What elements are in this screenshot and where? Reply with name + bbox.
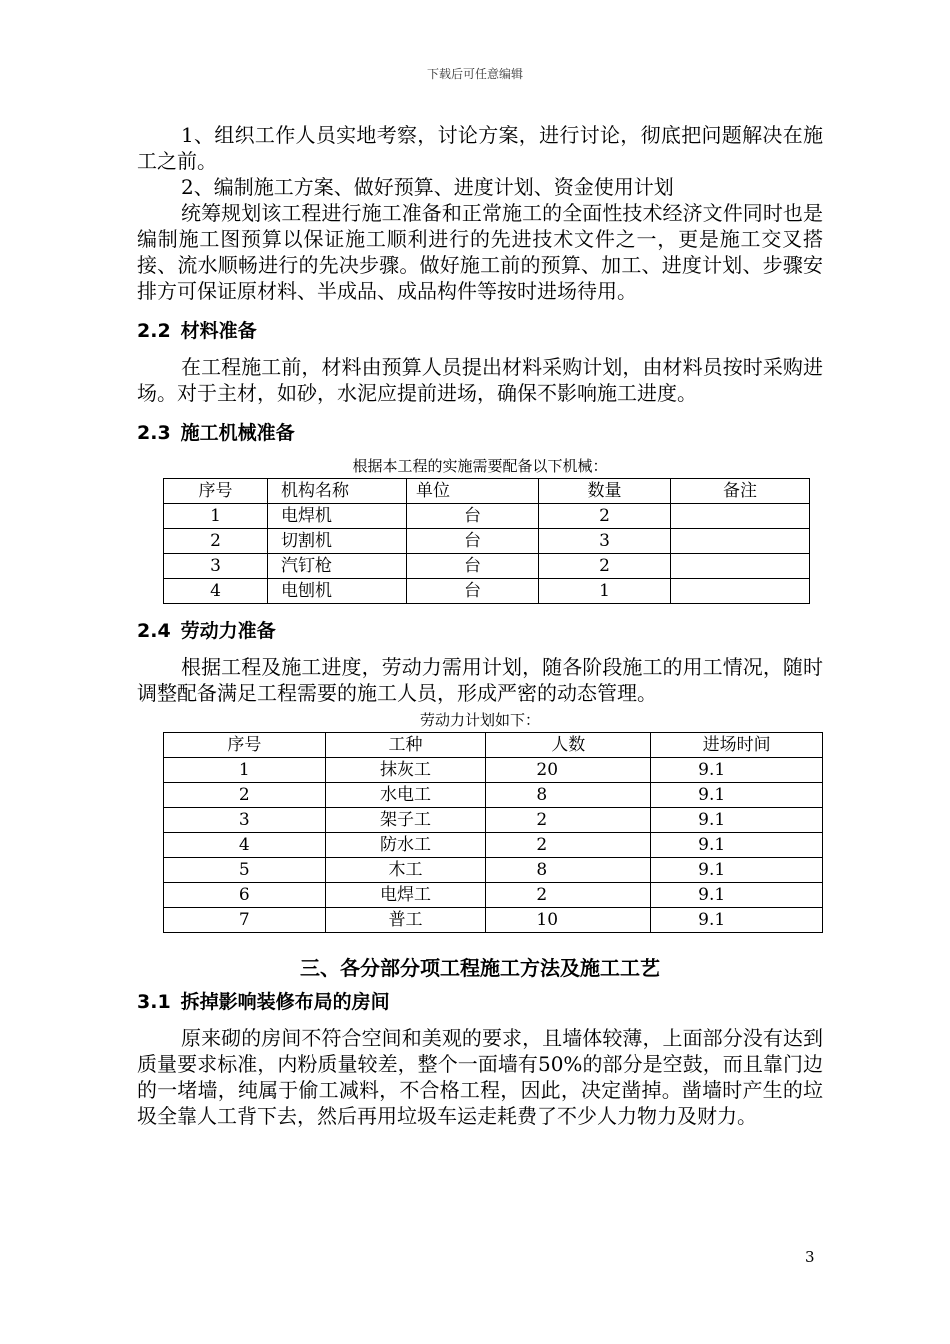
section-title: 拆掉影响装修布局的房间: [180, 991, 390, 1013]
table-row: [164, 783, 823, 808]
section-2-4-body: 根据工程及施工进度，劳动力需用计划，随各阶段施工的用工情况，随时调整配备满足工程需要的施工人员，形成严密的动态管理。: [137, 655, 823, 705]
section-number: 2.2: [137, 320, 171, 342]
table-cell: 台: [407, 579, 539, 604]
table-cell: [671, 504, 810, 529]
table-header-row: [164, 479, 810, 504]
labor-table: [163, 732, 823, 933]
table-cell: 2: [164, 529, 268, 554]
table-row: [164, 758, 823, 783]
table-cell: [671, 554, 810, 579]
table-cell: 台: [407, 504, 539, 529]
table-cell: 2: [539, 504, 671, 529]
section-title: 材料准备: [180, 320, 257, 342]
table-row: [164, 554, 810, 579]
section-2-2-body: 在工程施工前，材料由预算人员提出材料采购计划，由材料员按时采购进场。对于主材，如砂，水泥应提前进场，确保不影响施工进度。: [137, 355, 823, 405]
table-cell: 台: [407, 529, 539, 554]
table-cell: 2: [164, 783, 326, 808]
section-number: 2.3: [137, 422, 171, 444]
table-cell: 木工: [325, 858, 486, 883]
table-cell: 3: [539, 529, 671, 554]
table-cell: 9.1: [651, 883, 823, 908]
table-cell: 3: [164, 554, 268, 579]
table-cell: 4: [164, 833, 326, 858]
table-cell: 架子工: [325, 808, 486, 833]
table-row: [164, 908, 823, 933]
table-cell: 7: [164, 908, 326, 933]
table-cell: 4: [164, 579, 268, 604]
section-3-1-body: 原来砌的房间不符合空间和美观的要求，且墙体较薄，上面部分没有达到质量要求标准，内粉质量较差，整个一面墙有50%的部分是空鼓，而且靠门边的一堵墙，纯属于偷工减料，不合格工程，因此，决定凿掉。凿墙时产生的垃圾全靠人工背下去，然后再用垃圾车运走耗费了不少人力物力及财力。: [137, 1026, 823, 1128]
table-cell: 电刨机: [268, 579, 407, 604]
table-cell: [671, 529, 810, 554]
table-cell: 2: [486, 808, 651, 833]
document-body: [137, 122, 823, 1129]
table-cell: 1: [539, 579, 671, 604]
section-number: 3.1: [137, 991, 171, 1013]
header-cell: 进场时间: [651, 733, 823, 758]
table-cell: 台: [407, 554, 539, 579]
table-cell: 10: [486, 908, 651, 933]
table-cell: 5: [164, 858, 326, 883]
page-number: 3: [805, 1248, 815, 1266]
table-cell: 电焊机: [268, 504, 407, 529]
table-cell: 2: [539, 554, 671, 579]
table-cell: 8: [486, 858, 651, 883]
table-cell: [671, 579, 810, 604]
table-cell: 20: [486, 758, 651, 783]
header-cell: 数量: [539, 479, 671, 504]
table-cell: 普工: [325, 908, 486, 933]
section-title: 施工机械准备: [180, 422, 295, 444]
table-row: [164, 883, 823, 908]
table-cell: 1: [164, 758, 326, 783]
header-cell: 序号: [164, 479, 268, 504]
table-cell: 9.1: [651, 833, 823, 858]
table-cell: 9.1: [651, 783, 823, 808]
section-number: 2.4: [137, 620, 171, 642]
table-cell: 9.1: [651, 908, 823, 933]
header-cell: 工种: [325, 733, 486, 758]
intro-paragraph-1: 1、组织工作人员实地考察，讨论方案，进行讨论，彻底把问题解决在施工之前。: [137, 123, 823, 173]
chapter-3-title: 三、各分部分项工程施工方法及施工工艺: [300, 956, 660, 980]
table-cell: 9.1: [651, 808, 823, 833]
table-cell: 9.1: [651, 858, 823, 883]
table-cell: 抹灰工: [325, 758, 486, 783]
table-cell: 1: [164, 504, 268, 529]
page-header: 下载后可任意编辑: [426, 67, 523, 81]
intro-paragraph-2: 2、编制施工方案、做好预算、进度计划、资金使用计划: [181, 175, 674, 199]
table-cell: 电焊工: [325, 883, 486, 908]
header-cell: 单位: [407, 479, 539, 504]
table-cell: 切割机: [268, 529, 407, 554]
section-2-3-heading: [137, 420, 823, 446]
header-cell: 备注: [671, 479, 810, 504]
table-cell: 6: [164, 883, 326, 908]
section-2-4-heading: [137, 618, 823, 644]
section-title: 劳动力准备: [180, 620, 276, 642]
table-cell: 水电工: [325, 783, 486, 808]
table-row: [164, 504, 810, 529]
table-cell: 2: [486, 833, 651, 858]
table-cell: 汽钉枪: [268, 554, 407, 579]
header-cell: 人数: [486, 733, 651, 758]
machinery-table: [163, 478, 810, 604]
section-2-2-heading: [137, 318, 823, 344]
table-row: [164, 808, 823, 833]
table-cell: 3: [164, 808, 326, 833]
section-3-1-heading: [137, 989, 823, 1015]
table-row: [164, 529, 810, 554]
header-cell: 机构名称: [268, 479, 407, 504]
table-cell: 9.1: [651, 758, 823, 783]
intro-paragraph-3: 统筹规划该工程进行施工准备和正常施工的全面性技术经济文件同时也是编制施工图预算以保证施工顺利进行的先进技术文件之一，更是施工交叉搭接、流水顺畅进行的先决步骤。做好施工前的预算、加工、进度计划、步骤安排方可保证原材料、半成品、成品构件等按时进场待用。: [137, 201, 823, 303]
table-cell: 2: [486, 883, 651, 908]
header-cell: 序号: [164, 733, 326, 758]
machinery-table-caption: 根据本工程的实施需要配备以下机械：: [352, 457, 608, 475]
table-cell: 防水工: [325, 833, 486, 858]
table-row: [164, 833, 823, 858]
table-cell: 8: [486, 783, 651, 808]
table-row: [164, 858, 823, 883]
labor-table-caption: 劳动力计划如下：: [419, 711, 540, 729]
table-header-row: [164, 733, 823, 758]
table-row: [164, 579, 810, 604]
